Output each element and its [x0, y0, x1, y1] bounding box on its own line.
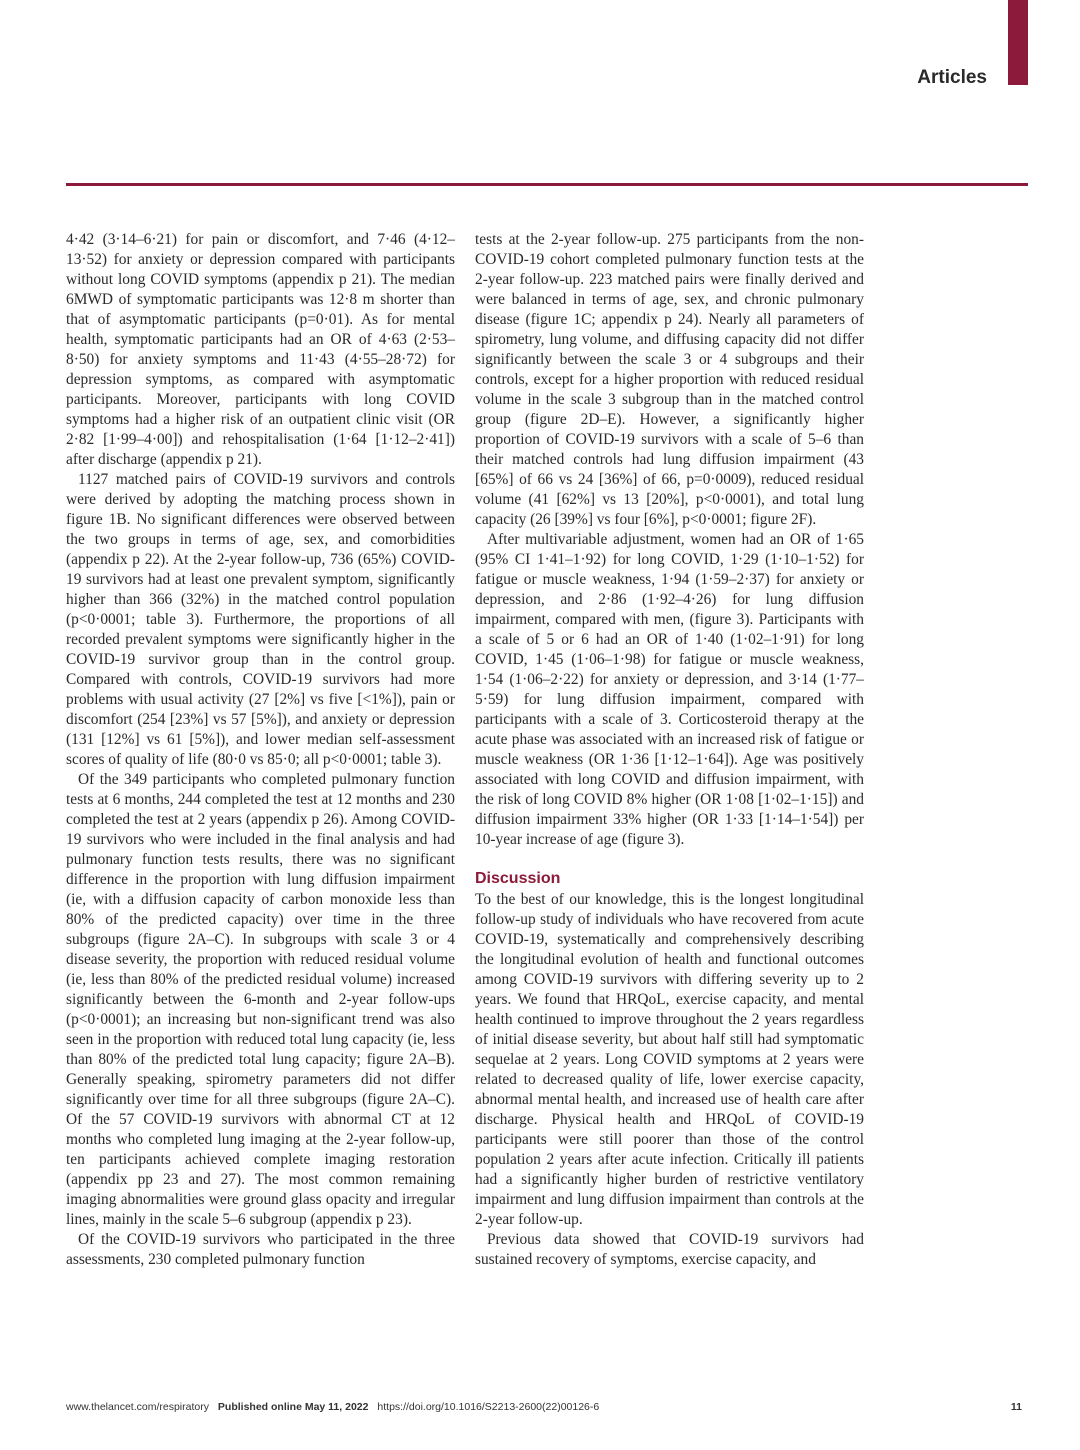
header-rule: [66, 183, 1028, 186]
left-column: [66, 230, 455, 1270]
paragraph: After multivariable adjustment, women had an OR of 1·65 (95% CI 1·41–1·92) for long COVID, 1·29 (1·10–1·52) for fatigue or muscle weakness, 1·94 (1·59–2·37) for anxiety or depression, and 2·86 (1·92–4·26) for lung diffusion impairment, compared with men, (figure 3). Participants with a scale of 5 or 6 had an OR of 1·40 (1·02–1·91) for long COVID, 1·45 (1·06–1·98) for fatigue or muscle weakness, 1·54 (1·06–2·22) for anxiety or depression, and 3·14 (1·77–5·59) for lung diffusion impairment, compared with participants with a scale of 3. Corticosteroid therapy at the acute phase was associated with an increased risk of fatigue or muscle weakness (OR 1·36 [1·12–1·64]). Age was positively associated with long COVID and diffusion impairment, with the risk of long COVID 8% higher (OR 1·08 [1·02–1·15]) and diffusion impairment 33% higher (OR 1·33 [1·14–1·54]) per 10-year increase of age (figure 3).: [475, 531, 864, 848]
page-footer: [66, 1401, 1022, 1413]
paragraph: 1127 matched pairs of COVID-19 survivors and controls were derived by adopting the matching process shown in figure 1B. No significant differences were observed between the two groups in terms of age, sex, and comorbidities (appendix p 22). At the 2-year follow-up, 736 (65%) COVID-19 survivors had at least one prevalent symptom, significantly higher than 366 (32%) in the matched control population (p<0·0001; table 3). Furthermore, the proportions of all recorded prevalent symptoms were significantly higher in the COVID-19 survivor group than in the control group. Compared with controls, COVID-19 survivors had more problems with usual activity (27 [2%] vs five [<1%]), pain or discomfort (254 [23%] vs 57 [5%]), and anxiety or depression (131 [12%] vs 61 [5%]), and lower median self-assessment scores of quality of life (80·0 vs 85·0; all p<0·0001; table 3).: [66, 471, 455, 768]
publication-date: Published online May 11, 2022: [217, 1401, 369, 1413]
paragraph: Of the COVID-19 survivors who participated in the three assessments, 230 completed pulmonary function: [66, 1231, 455, 1268]
journal-website-link[interactable]: www.thelancet.com/respiratory: [66, 1401, 209, 1413]
paragraph: 4·42 (3·14–6·21) for pain or discomfort, and 7·46 (4·12–13·52) for anxiety or depression compared with participants without long COVID symptoms (appendix p 21). The median 6MWD of symptomatic participants was 12·8 m shorter than that of asymptomatic participants (p=0·01). As for mental health, symptomatic participants had an OR of 4·63 (2·53–8·50) for anxiety symptoms and 11·43 (4·55–28·72) for depression symptoms, as compared with asymptomatic participants. Moreover, participants with long COVID symptoms had a higher risk of an outpatient clinic visit (OR 2·82 [1·99–4·00]) and rehospitalisation (1·64 [1·12–2·41]) after discharge (appendix p 21).: [66, 231, 455, 468]
paragraph: To the best of our knowledge, this is the longest longitudinal follow-up study of individuals who have recovered from acute COVID-19, systematically and comprehensively describing the longitudinal evolution of health and functional outcomes among COVID-19 survivors with differing severity up to 2 years. We found that HRQoL, exercise capacity, and mental health continued to improve throughout the 2 years regardless of initial disease severity, but about half still had symptomatic sequelae at 2 years. Long COVID symptoms at 2 years were related to decreased quality of life, lower exercise capacity, abnormal mental health, and increased use of health care after discharge. Physical health and HRQoL of COVID-19 participants were still poorer than those of the control population 2 years after acute infection. Critically ill patients had a significantly higher burden of restrictive ventilatory impairment and lung diffusion impairment than controls at the 2-year follow-up.: [475, 891, 864, 1228]
paragraph: tests at the 2-year follow-up. 275 participants from the non-COVID-19 cohort completed pulmonary function tests at the 2-year follow-up. 223 matched pairs were finally derived and were balanced in terms of age, sex, and chronic pulmonary disease (figure 1C; appendix p 24). Nearly all parameters of spirometry, lung volume, and diffusing capacity did not differ significantly between the scale 3 or 4 subgroups and their controls, except for a higher proportion with reduced residual volume in the scale 3 subgroup than in the matched control group (figure 2D–E). However, a significantly higher proportion of COVID-19 survivors with a scale of 5–6 than their matched controls had lung diffusion impairment (43 [65%] of 66 vs 24 [36%] of 66, p=0·0009), reduced residual volume (41 [62%] vs 13 [20%], p<0·0001), and total lung capacity (26 [39%] vs four [6%], p<0·0001; figure 2F).: [475, 231, 864, 528]
paragraph: Previous data showed that COVID-19 survivors had sustained recovery of symptoms, exercise capacity, and: [475, 1231, 864, 1268]
section-label: Articles: [917, 67, 987, 88]
right-column: [475, 230, 864, 1270]
paragraph: Of the 349 participants who completed pulmonary function tests at 6 months, 244 completed the test at 12 months and 230 completed the test at 2 years (appendix p 26). Among COVID-19 survivors who were included in the final analysis and had pulmonary function tests results, there was no significant difference in the proportion with lung diffusion impairment (ie, with a diffusion capacity of carbon monoxide less than 80% of the predicted capacity) over time in the three subgroups (figure 2A–C). In subgroups with scale 3 or 4 disease severity, the proportion with reduced residual volume (ie, less than 80% of the predicted residual volume) increased significantly between the 6-month and 2-year follow-ups (p<0·0001); an increasing but non-significant trend was also seen in the proportion with reduced total lung capacity (ie, less than 80% of the predicted total lung capacity; figure 2A–B). Generally speaking, spirometry parameters did not differ significantly over time for all three subgroups (figure 2A–C). Of the 57 COVID-19 survivors with abnormal CT at 12 months who completed lung imaging at the 2-year follow-up, ten participants achieved complete imaging restoration (appendix pp 23 and 27). The most common remaining imaging abnormalities were ground glass opacity and irregular lines, mainly in the scale 5–6 subgroup (appendix p 23).: [66, 771, 455, 1228]
doi-link[interactable]: https://doi.org/10.1016/S2213-2600(22)00126-6: [377, 1401, 600, 1413]
footer-citation: [66, 1401, 605, 1413]
journal-color-tab: [1008, 0, 1028, 85]
discussion-heading: Discussion: [475, 870, 561, 887]
page-number: 11: [1010, 1401, 1022, 1413]
